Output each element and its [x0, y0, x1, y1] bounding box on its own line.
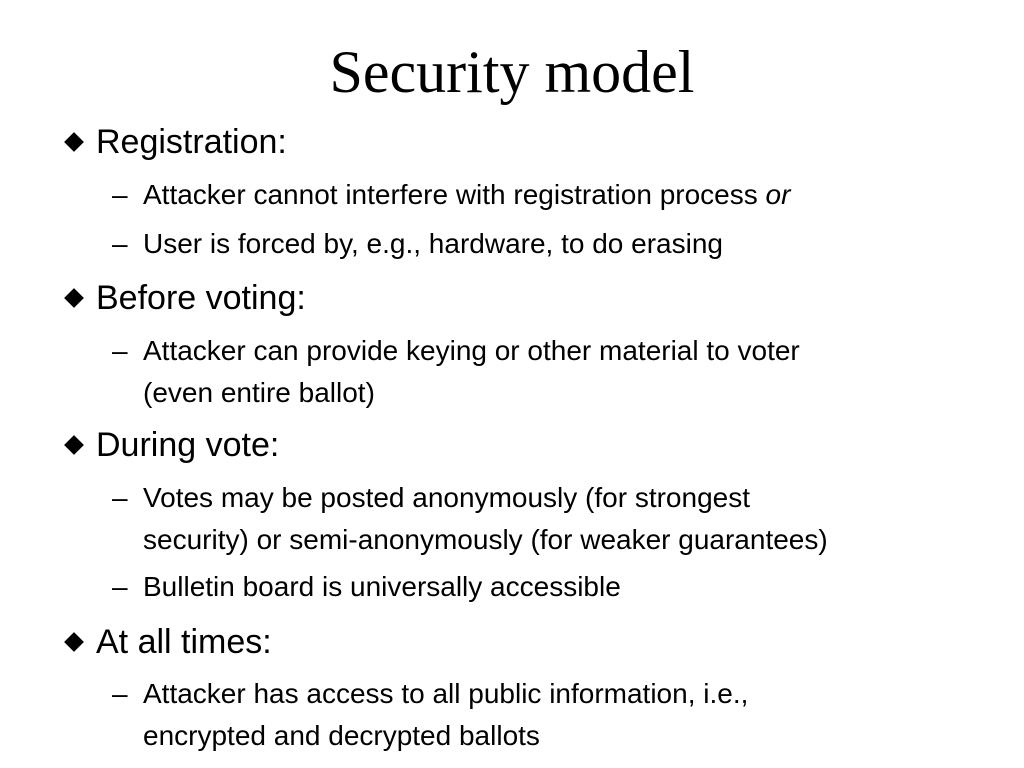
sub-bullet	[112, 330, 992, 414]
sub-bullet	[112, 566, 992, 608]
bullet-during-vote	[62, 425, 279, 465]
dash-marker: –	[112, 482, 128, 513]
bullet-heading: Before voting:	[96, 279, 306, 317]
sub-bullet-text	[143, 566, 992, 608]
sub-bullet-line: Attacker has access to all public information, i.e.,	[143, 678, 749, 709]
sub-bullet-line: encrypted and decrypted ballots	[143, 720, 540, 751]
sub-bullet	[112, 223, 992, 265]
bullet-heading: Registration:	[96, 123, 287, 161]
bullet-registration	[62, 122, 287, 162]
sub-bullet	[112, 174, 992, 216]
diamond-bullet-icon	[64, 288, 84, 308]
bullet-heading: At all times:	[96, 623, 272, 661]
dash-marker: –	[112, 179, 128, 210]
sub-bullet-line	[143, 174, 992, 216]
sub-bullet-line: Votes may be posted anonymously (for strongest	[143, 482, 750, 513]
sub-bullet-line: (even entire ballot)	[143, 377, 375, 408]
bullet-heading: During vote:	[96, 426, 280, 464]
sub-bullet-line: Attacker can provide keying or other material to voter	[143, 335, 800, 366]
diamond-bullet-icon	[64, 435, 84, 455]
bullet-at-all-times	[62, 622, 272, 662]
sub-bullet	[112, 673, 992, 757]
sub-bullet-text	[143, 477, 992, 561]
dash-marker: –	[112, 228, 128, 259]
sub-bullet-line: User is forced by, e.g., hardware, to do erasing	[143, 228, 723, 259]
dash-marker: –	[112, 571, 128, 602]
sub-bullet-text	[143, 223, 992, 265]
dash-marker: –	[112, 678, 128, 709]
sub-bullet-text	[143, 673, 992, 757]
sub-bullet-line: Bulletin board is universally accessible	[143, 571, 621, 602]
emphasis-text: or	[765, 179, 791, 210]
bullet-before-voting	[62, 278, 306, 318]
diamond-bullet-icon	[64, 132, 84, 152]
sub-bullet-line: security) or semi-anonymously (for weaker guarantees)	[143, 524, 828, 555]
dash-marker: –	[112, 335, 128, 366]
sub-bullet	[112, 477, 992, 561]
sub-bullet-text	[143, 330, 992, 414]
sub-bullet-text	[143, 174, 992, 216]
sub-bullet-line-text: Attacker cannot interfere with registration process	[143, 179, 766, 210]
slide-title: Security model	[329, 39, 695, 105]
diamond-bullet-icon	[64, 632, 84, 652]
